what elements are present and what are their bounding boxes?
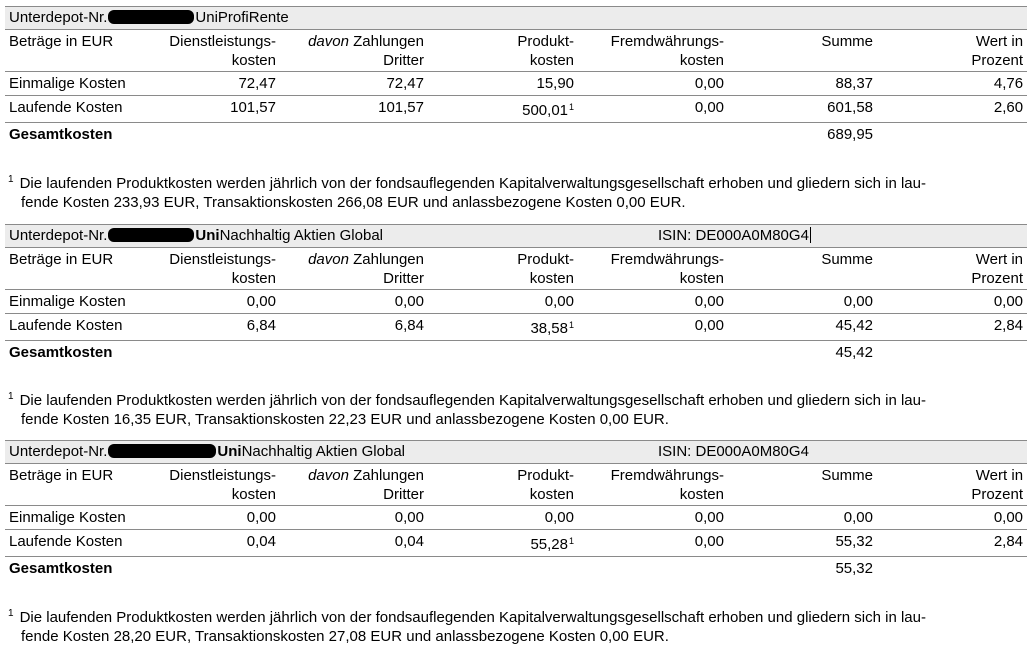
footnote-marker: 1 — [568, 320, 574, 330]
section-title-row — [5, 7, 1027, 30]
table-row-laufende-kosten: Laufende Kosten 0,04 0,04 55,28$^1$ 0,00 55,32 2,84 — [5, 530, 1027, 557]
isin-label — [578, 7, 1027, 30]
column-header-row: Beträge in EUR Dienstleistungs- kosten davon Zahlungen Dritter Produkt- kosten Fremdwährungs- kosten Summe Wert in Prozent — [5, 248, 1027, 290]
footnote-1: $^1$ Die laufenden Produktkosten werden jährlich von der fondsauflegenden Kapitalverwaltungsgesellschaft erhoben und gliedern sich in lau- fende Kosten 233,93 EUR, Transaktionskosten 266,08 EUR und anlassbezogene Kosten 0,00 EUR. — [8, 174, 926, 211]
table-row-gesamtkosten: Gesamtkosten 55,32 — [5, 557, 1027, 581]
footnote-marker: 1 — [569, 102, 575, 112]
table-row-einmalige-kosten: Einmalige Kosten 72,47 72,47 15,90 0,00 88,37 4,76 — [5, 72, 1027, 96]
cost-table-section-1 — [5, 6, 1027, 146]
cost-table-section-2 — [5, 224, 1027, 364]
table-row-einmalige-kosten: Einmalige Kosten 0,00 0,00 0,00 0,00 0,00 0,00 — [5, 506, 1027, 530]
subdepot-title: Unterdepot-Nr. UniProfiRente — [5, 7, 578, 30]
table-row-gesamtkosten: Gesamtkosten 45,42 — [5, 341, 1027, 365]
isin-label: ISIN: DE000A0M80G4 — [578, 225, 1027, 248]
cost-table-section-3 — [5, 440, 1027, 580]
subdepot-title: Unterdepot-Nr. UniNachhaltig Aktien Global — [5, 441, 578, 464]
total-value: 55,32 — [835, 560, 873, 577]
cost-table — [5, 6, 1027, 146]
total-value: 689,95 — [827, 126, 874, 143]
total-value: 45,42 — [835, 344, 873, 361]
redacted-account-number — [108, 228, 194, 242]
column-header-row: Beträge in EUR Dienstleistungs- kosten davon Zahlungen Dritter Produkt- kosten Fremdwährungs- kosten Summe Wert in Prozent — [5, 464, 1027, 506]
redacted-account-number — [108, 10, 194, 24]
footnote-marker: 1 — [568, 536, 574, 546]
table-row-einmalige-kosten: Einmalige Kosten 0,00 0,00 0,00 0,00 0,00 0,00 — [5, 290, 1027, 314]
cost-table — [5, 224, 1027, 364]
section-title-row — [5, 225, 1027, 248]
table-row-laufende-kosten: Laufende Kosten 101,57 101,57 500,01$^1$ 0,00 601,58 2,60 — [5, 96, 1027, 123]
section-title-row — [5, 441, 1027, 464]
redacted-account-number — [108, 444, 216, 458]
subdepot-title: Unterdepot-Nr. UniNachhaltig Aktien Global — [5, 225, 578, 248]
footnote-3: $^1$ Die laufenden Produktkosten werden jährlich von der fondsauflegenden Kapitalverwaltungsgesellschaft erhoben und gliedern sich in lau- fende Kosten 28,20 EUR, Transaktionskosten 27,08 EUR und anlassbezogene Kosten 0,00 EUR. — [8, 608, 926, 645]
isin-label: ISIN: DE000A0M80G4 — [578, 441, 1027, 464]
table-row-gesamtkosten: Gesamtkosten 689,95 — [5, 123, 1027, 147]
table-row-laufende-kosten: Laufende Kosten 6,84 6,84 38,58$^1$ 0,00 45,42 2,84 — [5, 314, 1027, 341]
footnote-2: $^1$ Die laufenden Produktkosten werden jährlich von der fondsauflegenden Kapitalverwaltungsgesellschaft erhoben und gliedern sich in lau- fende Kosten 16,35 EUR, Transaktionskosten 22,23 EUR und anlassbezogene Kosten 0,00 EUR. — [8, 391, 926, 428]
cost-table — [5, 440, 1027, 580]
column-header-row: Beträge in EUR Dienstleistungs- kosten davon Zahlungen Dritter Produkt- kosten Fremdwährungs- kosten Summe Wert in Prozent — [5, 30, 1027, 72]
text-cursor — [810, 227, 811, 243]
